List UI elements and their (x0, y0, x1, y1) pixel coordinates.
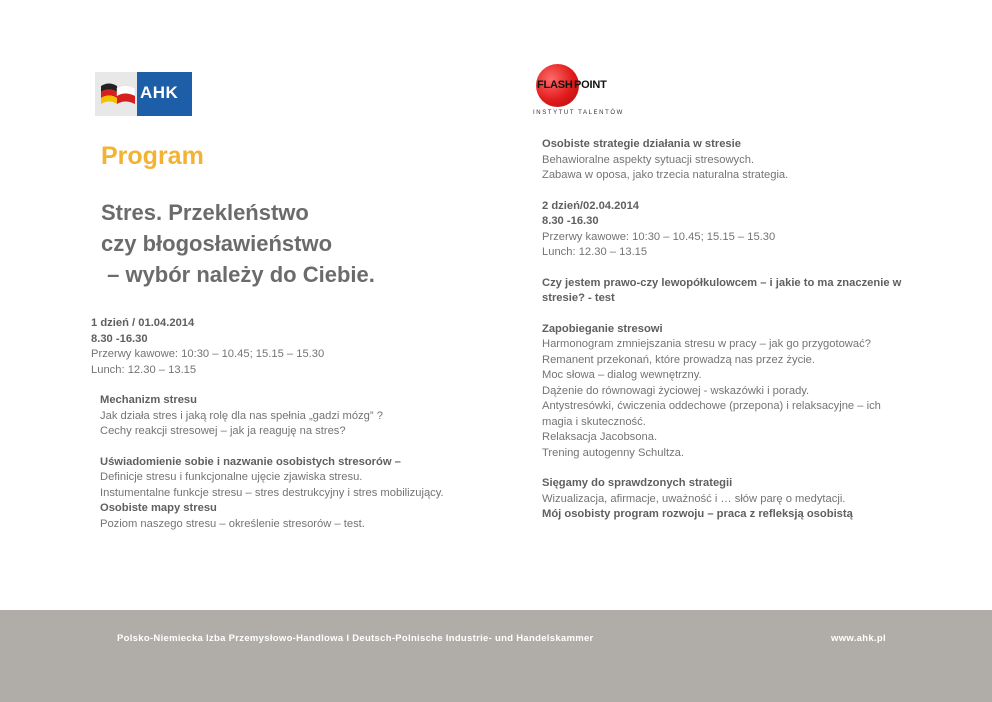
strategies-title: Osobiste strategie działania w stresie (542, 138, 741, 150)
section-title-stress-maps: Osobiste mapy stresu (100, 502, 217, 514)
day1-lunch: Lunch: 12.30 – 13.15 (91, 363, 197, 376)
ahk-logo (95, 72, 192, 116)
strategies-line: Zabawa w oposa, jako trzecia naturalna strategia. (542, 169, 789, 181)
flashpoint-logo (530, 62, 630, 124)
day1-sections (91, 393, 444, 532)
prevention-line: Relaksacja Jacobsona. (542, 431, 658, 443)
day1-breaks: Przerwy kawowe: 10:30 – 10.45; 15.15 – 15.30 (91, 348, 325, 360)
prevention-line: Antystresówki, ćwiczenia oddechowe (przepona) i relaksacyjne – ich (542, 400, 881, 412)
day1-block (91, 316, 444, 532)
proven-closing: Mój osobisty program rozwoju – praca z refleksją osobistą (542, 508, 853, 520)
day2-lunch: Lunch: 12.30 – 13.15 (542, 246, 648, 258)
prevention-line: Moc słowa – dialog wewnętrzny. (542, 369, 702, 381)
flashpoint-point-text: POINT (574, 79, 607, 91)
prevention-line: magia i skuteczność. (542, 415, 646, 428)
footer-chamber-name: Polsko-Niemiecka Izba Przemysłowo-Handlowa I Deutsch-Polnische Industrie- und Handelskammer (117, 633, 594, 644)
proven-line: Wizualizacja, afirmacje, uważność i … słów parę o medytacji. (542, 492, 846, 505)
section-title-mechanism: Mechanizm stresu (100, 394, 197, 406)
prevention-line: Trening autogenny Schultza. (542, 446, 685, 459)
test-line-2: stresie? - test (542, 292, 615, 304)
prevention-line: Remanent przekonań, które prowadzą nas przez życie. (542, 353, 815, 366)
section-title-stressors: Uświadomienie sobie i nazwanie osobistych stresorów – (100, 455, 401, 468)
section-line: Poziom naszego stresu – określenie stresorów – test. (100, 517, 365, 530)
program-title: Program (101, 142, 204, 170)
section-line: Instumentalne funkcje stresu – stres destrukcyjny i stres mobilizujący. (100, 486, 444, 499)
footer-bar (0, 610, 992, 702)
prevention-line: Dążenie do równowagi życiowej - wskazówki i porady. (542, 384, 810, 397)
day2-breaks: Przerwy kawowe: 10:30 – 10.45; 15.15 – 15.30 (542, 230, 776, 243)
day2-hours: 8.30 -16.30 (542, 215, 599, 227)
right-column (542, 137, 901, 523)
flashpoint-flash-text: FLASH (537, 79, 573, 91)
footer-website-link[interactable]: www.ahk.pl (831, 633, 886, 644)
day1-heading: 1 dzień / 01.04.2014 (91, 317, 195, 329)
prevention-line: Harmonogram zmniejszania stresu w pracy – jak go przygotować? (542, 338, 871, 350)
day2-heading: 2 dzień/02.04.2014 (542, 199, 640, 212)
strategies-line: Behawioralne aspekty sytuacji stresowych. (542, 153, 755, 166)
section-line: Definicje stresu i funkcjonalne ujęcie zjawiska stresu. (100, 471, 363, 483)
ahk-logo-text: AHK (140, 83, 179, 102)
section-line: Cechy reakcji stresowej – jak ja reaguję na stres? (100, 425, 346, 437)
de-pl-flag-icon (97, 78, 137, 112)
main-title: Stres. Przekleństwo czy błogosławieństwo – wybór należy do Ciebie. (101, 200, 375, 287)
proven-title: Sięgamy do sprawdzonych strategii (542, 477, 733, 489)
day1-hours: 8.30 -16.30 (91, 332, 148, 345)
prevention-title: Zapobieganie stresowi (542, 322, 663, 335)
section-line: Jak działa stres i jaką rolę dla nas spełnia „gadzi mózg” ? (100, 409, 383, 422)
flashpoint-subtitle: INSTYTUT TALENTÓW (533, 110, 624, 116)
test-line-1: Czy jestem prawo-czy lewopółkulowcem – i jakie to ma znaczenie w (542, 276, 902, 289)
